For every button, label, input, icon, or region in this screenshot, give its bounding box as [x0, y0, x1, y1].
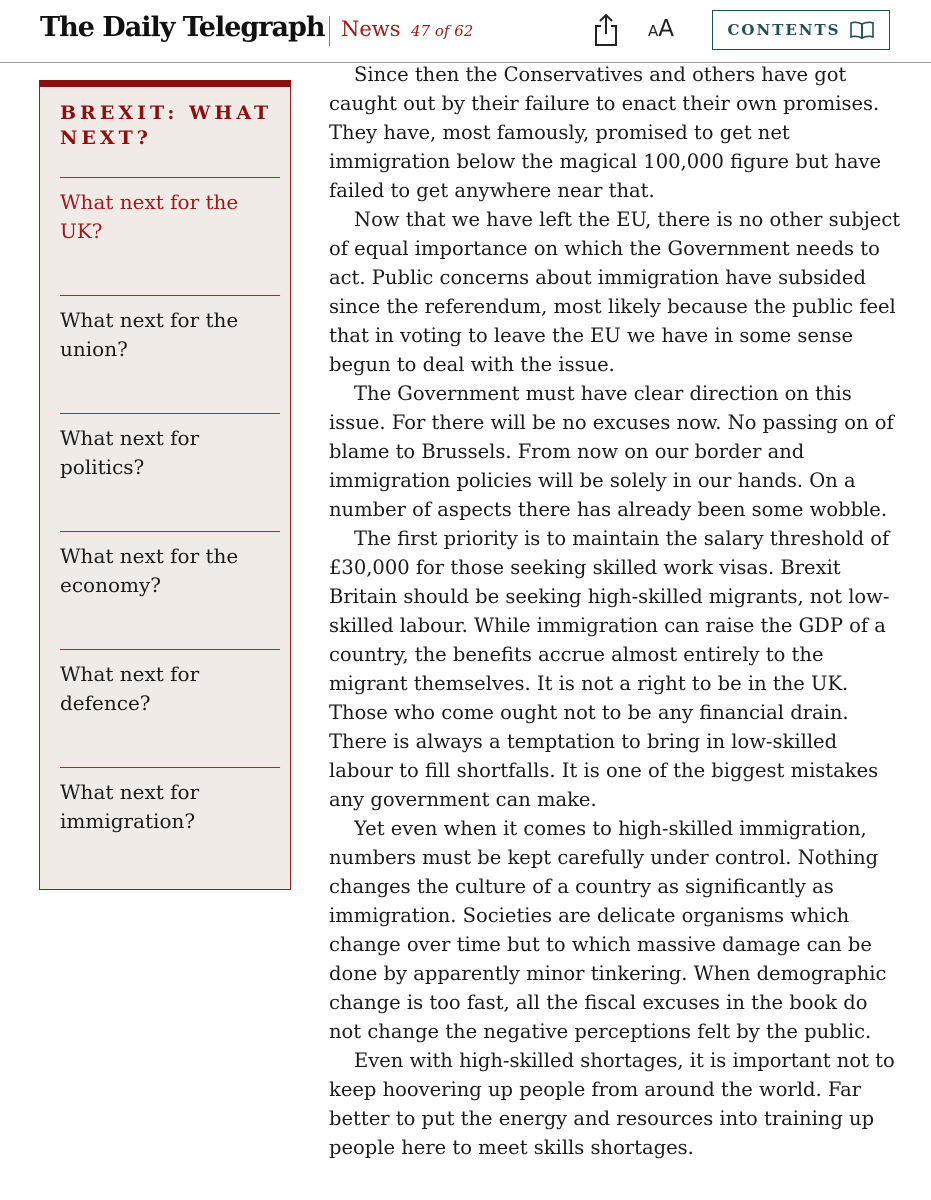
article-paragraph: Now that we have left the EU, there is no other subject of equal importance on which the Government needs to act. Public concerns about immigration have subsided since the referendum, most likely because the public feel that in voting to leave the EU we have in some sense begun to deal with the issue. [329, 208, 901, 376]
font-size-large-glyph: A [658, 16, 674, 42]
section-name: News [341, 17, 401, 41]
article-paragraph: Yet even when it comes to high-skilled immigration, numbers must be kept carefully under control. Nothing changes the culture of a country as significantly as immigration. Societies are delicate organisms which change over time but to which massive damage can be done by apparently minor tinkering. When demographic change is too fast, all the fiscal excuses in the book do not change the negative perceptions felt by the public. [329, 817, 887, 1043]
page-count: 47 of 62 [411, 22, 474, 40]
masthead-logo: The Daily Telegraph [40, 12, 325, 43]
font-size-button[interactable] [648, 16, 674, 46]
contents-button[interactable] [712, 10, 890, 50]
top-toolbar [0, 0, 931, 63]
font-size-small-glyph: A [648, 22, 659, 40]
sidebar-item-economy[interactable]: What next for the economy? [60, 531, 280, 649]
article-paragraph: The first priority is to maintain the salary threshold of £30,000 for those seeking skilled work visas. Brexit Britain should be seeking high-skilled migrants, not low-skilled labour. While immigration can raise the GDP of a country, the benefits accrue almost entirely to the migrant themselves. It is not a right to be in the UK. Those who come ought not to be any financial drain. There is always a temptation to bring in low-skilled labour to fill shortfalls. It is one of the biggest mistakes any government can make. [329, 527, 890, 811]
article-paragraph: Even with high-skilled shortages, it is important not to keep hoovering up people from around the world. Far better to put the energy and resources into training up people here to meet skills shortages. [329, 1049, 895, 1159]
section-sidebar [39, 80, 291, 890]
contents-label: CONTENTS [727, 21, 841, 39]
sidebar-item-politics[interactable]: What next for politics? [60, 413, 280, 531]
article-paragraph: Since then the Conservatives and others have got caught out by their failure to enact their own promises. They have, most famously, promised to get net immigration below the magical 100,000 figure but have failed to get anywhere near that. [329, 63, 882, 202]
sidebar-item-uk[interactable]: What next for the UK? [60, 177, 280, 295]
sidebar-item-defence[interactable]: What next for defence? [60, 649, 280, 767]
article-paragraph: The Government must have clear direction on this issue. For there will be no excuses now. No passing on of blame to Brussels. From now on our border and immigration policies will be solely in our hands. On a number of aspects there has already been some wobble. [329, 382, 894, 521]
toolbar-divider [329, 16, 330, 46]
share-icon [590, 12, 622, 48]
sidebar-list [60, 177, 280, 885]
book-icon [849, 20, 875, 40]
sidebar-item-immigration[interactable]: What next for immigration? [60, 767, 280, 885]
sidebar-title: BREXIT: WHAT NEXT? [60, 102, 273, 149]
share-button[interactable] [590, 12, 622, 48]
article-body [329, 60, 901, 1162]
sidebar-item-union[interactable]: What next for the union? [60, 295, 280, 413]
